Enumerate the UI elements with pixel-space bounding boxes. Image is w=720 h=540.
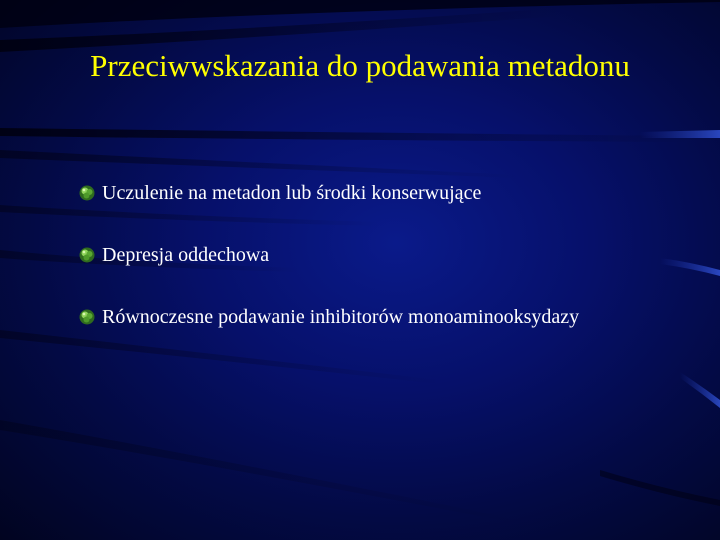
bullet-text: Równoczesne podawanie inhibitorów monoaminooksydazy bbox=[102, 306, 580, 328]
bullet-text: Depresja oddechowa bbox=[102, 244, 270, 266]
green-leaf-bullet-icon bbox=[78, 184, 96, 202]
green-leaf-bullet-icon bbox=[78, 246, 96, 264]
slide-title: Przeciwwskazania do podawania metadonu bbox=[90, 48, 630, 83]
bullet-text: Uczulenie na metadon lub środki konserwujące bbox=[102, 182, 482, 204]
green-leaf-bullet-icon bbox=[78, 308, 96, 326]
